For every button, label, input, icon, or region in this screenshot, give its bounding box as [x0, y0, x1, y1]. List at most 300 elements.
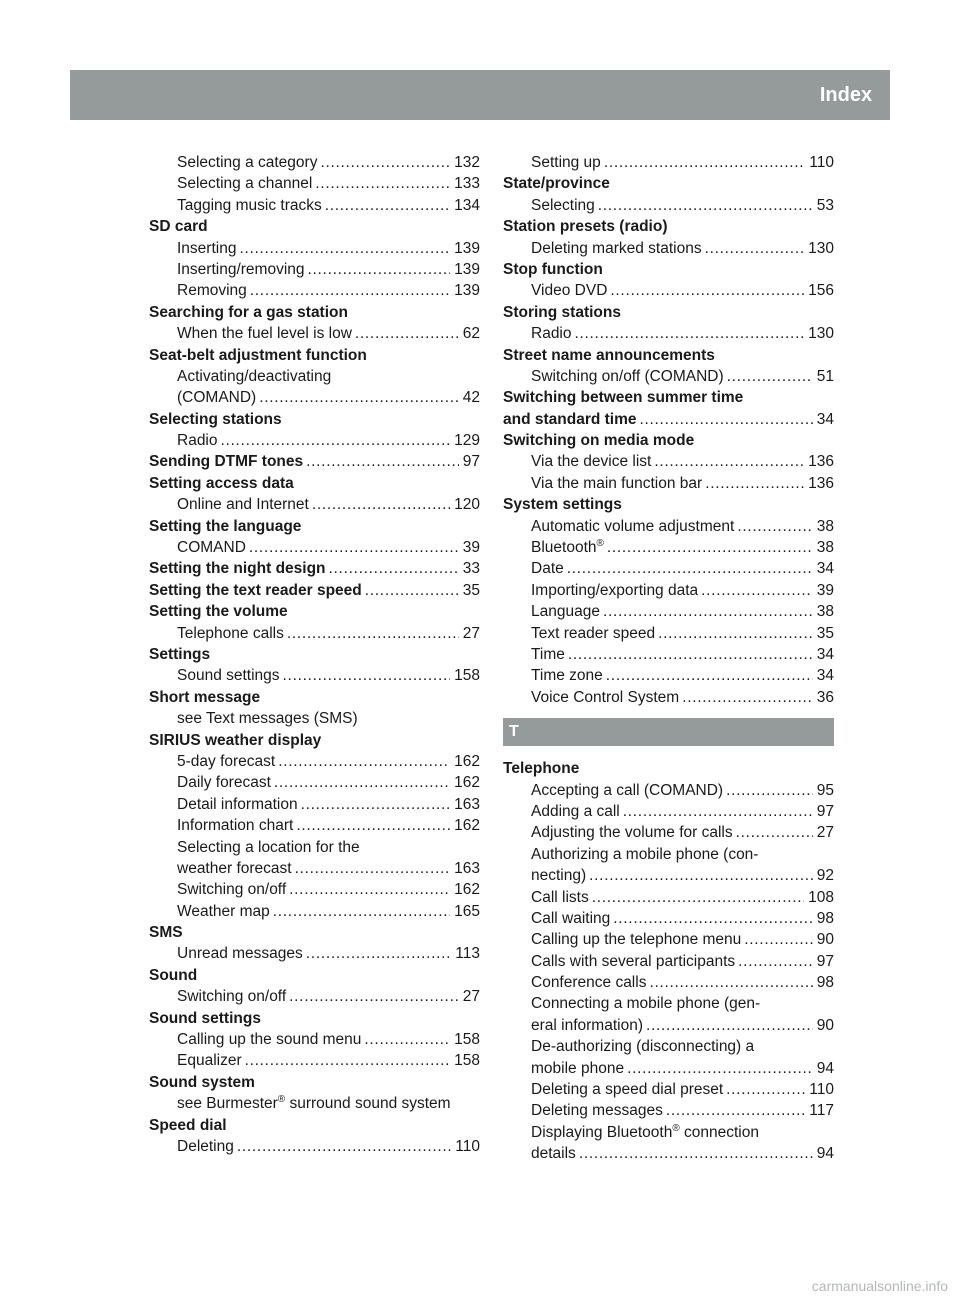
page-ref: 156 [808, 282, 834, 300]
index-subentry [149, 943, 480, 964]
dot-leader [592, 887, 804, 908]
dot-leader [646, 1015, 813, 1036]
entry-label [531, 1122, 759, 1143]
entry-label [531, 451, 651, 472]
index-heading [503, 302, 834, 323]
dot-leader [613, 908, 812, 929]
dot-leader [705, 473, 804, 494]
entry-label [177, 173, 312, 194]
page-ref: 35 [462, 581, 480, 599]
entry-label [177, 387, 256, 408]
entry-label [177, 1050, 242, 1071]
entry-text: Displaying Bluetooth [531, 1123, 673, 1141]
dot-leader [306, 943, 451, 964]
page-ref: 113 [455, 945, 480, 963]
entry-text: Setting the text reader speed [149, 581, 362, 599]
page-ref: 97 [816, 952, 834, 970]
index-subentry [503, 601, 834, 622]
index-subentry [149, 858, 480, 879]
entry-text: Deleting marked stations [531, 239, 702, 257]
entry-text: Detail information [177, 795, 298, 813]
dot-leader [278, 751, 450, 772]
index-heading [503, 409, 834, 430]
page-ref: 34 [816, 560, 834, 578]
entry-label [531, 822, 733, 843]
entry-label [531, 887, 589, 908]
entry-label [149, 601, 288, 622]
entry-text: and standard time [503, 410, 637, 428]
entry-label [531, 580, 698, 601]
index-subentry [149, 837, 480, 858]
entry-label [177, 1136, 234, 1157]
entry-label [149, 302, 348, 323]
index-subentry [149, 323, 480, 344]
page-ref: 36 [816, 688, 834, 706]
entry-label [531, 366, 724, 387]
dot-leader [245, 1050, 451, 1071]
dot-leader [289, 879, 450, 900]
entry-label [177, 858, 292, 879]
dot-leader [598, 195, 813, 216]
index-heading [503, 345, 834, 366]
index-subentry [149, 259, 480, 280]
index-subentry [149, 986, 480, 1007]
entry-label [531, 844, 758, 865]
index-subentry [503, 908, 834, 929]
page-ref: 98 [816, 974, 834, 992]
index-subentry [149, 366, 480, 387]
entry-text: Removing [177, 282, 247, 300]
page-ref: 92 [816, 867, 834, 885]
index-subentry [503, 665, 834, 686]
entry-text: Setting the night design [149, 560, 326, 578]
entry-text: Importing/exporting data [531, 581, 699, 599]
index-subentry [503, 238, 834, 259]
entry-text: SIRIUS weather display [149, 731, 322, 749]
index-subentry [503, 844, 834, 865]
dot-leader [744, 929, 812, 950]
index-subentry [503, 366, 834, 387]
entry-label [149, 409, 282, 430]
page-ref: 110 [455, 1137, 480, 1155]
entry-text: Bluetooth [531, 539, 597, 557]
page-ref: 33 [462, 560, 480, 578]
dot-leader [365, 580, 459, 601]
entry-text: Calls with several participants [531, 952, 736, 970]
entry-label [177, 986, 286, 1007]
entry-label [149, 1008, 261, 1029]
entry-label [531, 516, 734, 537]
page-ref: 162 [454, 817, 480, 835]
entry-text: Switching on/off [177, 881, 287, 899]
dot-leader [289, 986, 459, 1007]
entry-text: Radio [531, 325, 572, 343]
entry-text-continued: surround sound system [285, 1095, 451, 1113]
dot-leader [737, 516, 812, 537]
index-subentry [149, 879, 480, 900]
page-ref: 132 [454, 154, 480, 171]
index-heading [503, 259, 834, 280]
dot-leader [627, 1058, 813, 1079]
entry-label [177, 366, 331, 387]
entry-text: Station presets (radio) [503, 218, 668, 236]
entry-text: Switching between summer time [503, 389, 744, 407]
index-subentry [149, 708, 480, 729]
page-ref: 108 [808, 888, 834, 906]
registered-mark: ® [672, 1122, 680, 1134]
index-subentry [503, 451, 834, 472]
index-subentry [149, 623, 480, 644]
entry-text: Setting access data [149, 474, 294, 492]
entry-label [177, 430, 218, 451]
dot-leader [249, 537, 459, 558]
section-title: Index [819, 83, 873, 106]
page-number: 11 [923, 85, 942, 104]
index-subentry [503, 887, 834, 908]
entry-text: Setting up [531, 154, 601, 171]
index-heading [149, 1008, 480, 1029]
entry-text: Sound settings [149, 1009, 261, 1027]
entry-label [503, 345, 715, 366]
dot-leader [239, 238, 450, 259]
entry-text: Inserting/removing [177, 260, 305, 278]
entry-label [177, 1093, 451, 1114]
index-subentry [503, 623, 834, 644]
index-column-right [503, 152, 834, 1165]
entry-text: Via the main function bar [531, 474, 703, 492]
index-subentry [503, 1079, 834, 1100]
index-subentry [503, 993, 834, 1014]
entry-text: 5-day forecast [177, 752, 276, 770]
entry-text: System settings [503, 496, 622, 514]
dot-leader [603, 601, 813, 622]
entry-label [503, 387, 743, 408]
index-subentry [503, 473, 834, 494]
entry-text: Conference calls [531, 974, 647, 992]
entry-label [149, 216, 208, 237]
entry-label [177, 494, 309, 515]
entry-label [149, 580, 362, 601]
page-ref: 39 [816, 581, 834, 599]
entry-text: Selecting [531, 196, 595, 214]
page-ref: 130 [808, 325, 834, 343]
entry-label [531, 537, 604, 558]
index-heading [149, 922, 480, 943]
entry-text: Voice Control System [531, 688, 680, 706]
dot-leader [315, 173, 450, 194]
index-subentry [149, 751, 480, 772]
entry-label [177, 195, 322, 216]
index-subentry [503, 516, 834, 537]
index-letter-heading: T [503, 718, 834, 746]
index-heading [149, 216, 480, 237]
page-ref: 34 [816, 667, 834, 685]
header-bar [70, 70, 942, 120]
index-heading [149, 687, 480, 708]
index-heading [149, 601, 480, 622]
page-ref: 110 [809, 1081, 834, 1099]
entry-label [149, 644, 210, 665]
page-ref: 97 [462, 453, 480, 471]
page-ref: 38 [816, 603, 834, 621]
entry-label [177, 665, 280, 686]
entry-text: Tagging music tracks [177, 196, 322, 214]
index-subentry [149, 387, 480, 408]
page-ref: 110 [809, 154, 834, 171]
dot-leader [273, 901, 450, 922]
index-heading [149, 1072, 480, 1093]
entry-text: Online and Internet [177, 496, 309, 514]
dot-leader [606, 665, 813, 686]
entry-text: Calling up the telephone menu [531, 931, 742, 949]
entry-text: Inserting [177, 239, 237, 257]
index-heading [149, 409, 480, 430]
page-ref: 117 [809, 1102, 834, 1120]
entry-text: Language [531, 603, 600, 621]
dot-leader [274, 772, 450, 793]
entry-text: Via the device list [531, 453, 652, 471]
dot-leader [727, 366, 813, 387]
entry-label [149, 965, 197, 986]
index-heading [503, 216, 834, 237]
index-subentry [149, 665, 480, 686]
entry-text: Deleting messages [531, 1102, 663, 1120]
entry-label [177, 943, 303, 964]
dot-leader [301, 794, 451, 815]
index-subentry [149, 1136, 480, 1157]
dot-leader [666, 1100, 805, 1121]
page-ref: 134 [454, 196, 480, 214]
dot-leader [325, 195, 450, 216]
entry-text: Sound system [149, 1073, 255, 1091]
entry-label [149, 473, 294, 494]
entry-label [149, 451, 303, 472]
dot-leader [567, 558, 813, 579]
index-subentry [149, 901, 480, 922]
index-subentry [503, 822, 834, 843]
entry-text: Telephone [503, 760, 580, 778]
page-ref: 27 [816, 824, 834, 842]
entry-text: Setting the volume [149, 603, 288, 621]
entry-text: Time [531, 645, 565, 663]
entry-text: Settings [149, 645, 211, 663]
entry-text: Deleting [177, 1137, 234, 1155]
entry-text: Speed dial [149, 1116, 227, 1134]
entry-label [531, 665, 603, 686]
dot-leader [237, 1136, 451, 1157]
entry-text: see Text messages (SMS) [177, 710, 358, 728]
entry-label [177, 879, 286, 900]
dot-leader [579, 1143, 813, 1164]
index-subentry [503, 323, 834, 344]
entry-label [149, 558, 326, 579]
entry-label [531, 687, 679, 708]
index-subentry [503, 972, 834, 993]
entry-text: Calling up the sound menu [177, 1031, 362, 1049]
entry-label [531, 1143, 576, 1164]
entry-text: Authorizing a mobile phone (con- [531, 845, 759, 863]
entry-label [149, 687, 260, 708]
entry-label [177, 901, 270, 922]
page-ref: 158 [454, 667, 480, 685]
page-ref: 165 [454, 902, 480, 920]
entry-text: Accepting a call (COMAND) [531, 781, 724, 799]
page-ref: 34 [816, 410, 834, 428]
entry-text: Setting the language [149, 517, 302, 535]
entry-text: Selecting stations [149, 410, 282, 428]
page-ref: 62 [462, 325, 480, 343]
page-ref: 94 [816, 1059, 834, 1077]
entry-text: see Burmester [177, 1095, 278, 1113]
entry-text: Date [531, 560, 564, 578]
entry-text: Deleting a speed dial preset [531, 1081, 724, 1099]
entry-label [531, 908, 610, 929]
index-column-left [149, 152, 480, 1157]
entry-text: Text reader speed [531, 624, 656, 642]
entry-text: eral information) [531, 1016, 643, 1034]
index-heading [503, 494, 834, 515]
entry-text: Call waiting [531, 909, 611, 927]
entry-text: Seat-belt adjustment function [149, 346, 367, 364]
entry-text: Switching on/off [177, 988, 287, 1006]
entry-text: Stop function [503, 260, 603, 278]
entry-text: Storing stations [503, 303, 621, 321]
page-ref: 136 [808, 474, 834, 492]
index-subentry [503, 1143, 834, 1164]
entry-label [531, 951, 735, 972]
index-heading [149, 644, 480, 665]
entry-text: Activating/deactivating [177, 367, 332, 385]
index-subentry [503, 865, 834, 886]
page-ref: 39 [462, 539, 480, 557]
dot-leader [250, 280, 450, 301]
index-heading [149, 516, 480, 537]
index-subentry [503, 580, 834, 601]
entry-text: Searching for a gas station [149, 303, 348, 321]
index-subentry [503, 152, 834, 173]
entry-text: Information chart [177, 817, 294, 835]
entry-label [531, 644, 565, 665]
page-ref: 27 [462, 624, 480, 642]
entry-label [503, 302, 621, 323]
page-ref: 42 [462, 389, 480, 407]
index-heading [149, 965, 480, 986]
entry-label [177, 152, 317, 173]
page-ref: 53 [816, 196, 834, 214]
index-subentry [149, 1093, 480, 1114]
index-heading [149, 558, 480, 579]
index-subentry [503, 280, 834, 301]
entry-label [177, 837, 360, 858]
entry-text: Selecting a category [177, 154, 318, 171]
entry-text: COMAND [177, 539, 246, 557]
entry-text: Automatic volume adjustment [531, 517, 735, 535]
entry-label [531, 865, 586, 886]
entry-text: Adding a call [531, 802, 620, 820]
index-subentry [503, 929, 834, 950]
index-heading [149, 302, 480, 323]
entry-label [531, 238, 702, 259]
entry-label [531, 1079, 723, 1100]
dot-leader [726, 780, 813, 801]
dot-leader [287, 623, 459, 644]
entry-label [177, 751, 275, 772]
index-heading [503, 758, 834, 779]
entry-label [177, 623, 284, 644]
page-ref: 90 [816, 931, 834, 949]
dot-leader [283, 665, 451, 686]
registered-mark: ® [277, 1094, 286, 1106]
entry-label [503, 758, 579, 779]
page-ref: 139 [454, 260, 480, 278]
page-ref: 94 [816, 1145, 834, 1163]
page-ref: 163 [454, 859, 480, 877]
page-ref: 162 [454, 752, 480, 770]
dot-leader [312, 494, 450, 515]
page-ref: 90 [816, 1016, 834, 1034]
dot-leader [658, 623, 813, 644]
index-subentry [503, 780, 834, 801]
index-subentry [503, 951, 834, 972]
dot-leader [568, 644, 813, 665]
index-subentry [149, 152, 480, 173]
entry-label [503, 494, 622, 515]
entry-text: SMS [149, 924, 183, 942]
entry-label [503, 409, 637, 430]
entry-label [531, 152, 601, 173]
entry-label [177, 280, 247, 301]
dot-leader [705, 238, 805, 259]
entry-label [531, 780, 723, 801]
entry-text: Telephone calls [177, 624, 284, 642]
entry-text: State/province [503, 175, 610, 193]
index-subentry [503, 1015, 834, 1036]
entry-label [531, 993, 760, 1014]
entry-label [503, 259, 603, 280]
dot-leader [259, 387, 459, 408]
index-subentry [503, 1100, 834, 1121]
index-subentry [149, 195, 480, 216]
entry-text: Connecting a mobile phone (gen- [531, 995, 761, 1013]
page-ref: 158 [454, 1031, 480, 1049]
entry-label [177, 708, 358, 729]
entry-text: SD card [149, 218, 208, 236]
index-subentry [503, 687, 834, 708]
dot-leader [607, 537, 813, 558]
entry-text: (COMAND) [177, 389, 257, 407]
entry-label [531, 1100, 663, 1121]
page-ref: 158 [454, 1052, 480, 1070]
dot-leader [308, 259, 451, 280]
entry-text: Call lists [531, 888, 589, 906]
entry-text: Short message [149, 688, 261, 706]
dot-leader [221, 430, 451, 451]
dot-leader [654, 451, 804, 472]
entry-text: Equalizer [177, 1052, 242, 1070]
entry-text: Selecting a location for the [177, 838, 360, 856]
dot-leader [575, 323, 805, 344]
index-subentry [503, 195, 834, 216]
index-heading [149, 451, 480, 472]
page-ref: 120 [454, 496, 480, 514]
entry-text: Time zone [531, 667, 603, 685]
page-ref: 162 [454, 881, 480, 899]
entry-text: Adjusting the volume for calls [531, 824, 733, 842]
page-ref: 38 [816, 517, 834, 535]
dot-leader [610, 280, 804, 301]
entry-label [503, 173, 610, 194]
index-heading [503, 173, 834, 194]
